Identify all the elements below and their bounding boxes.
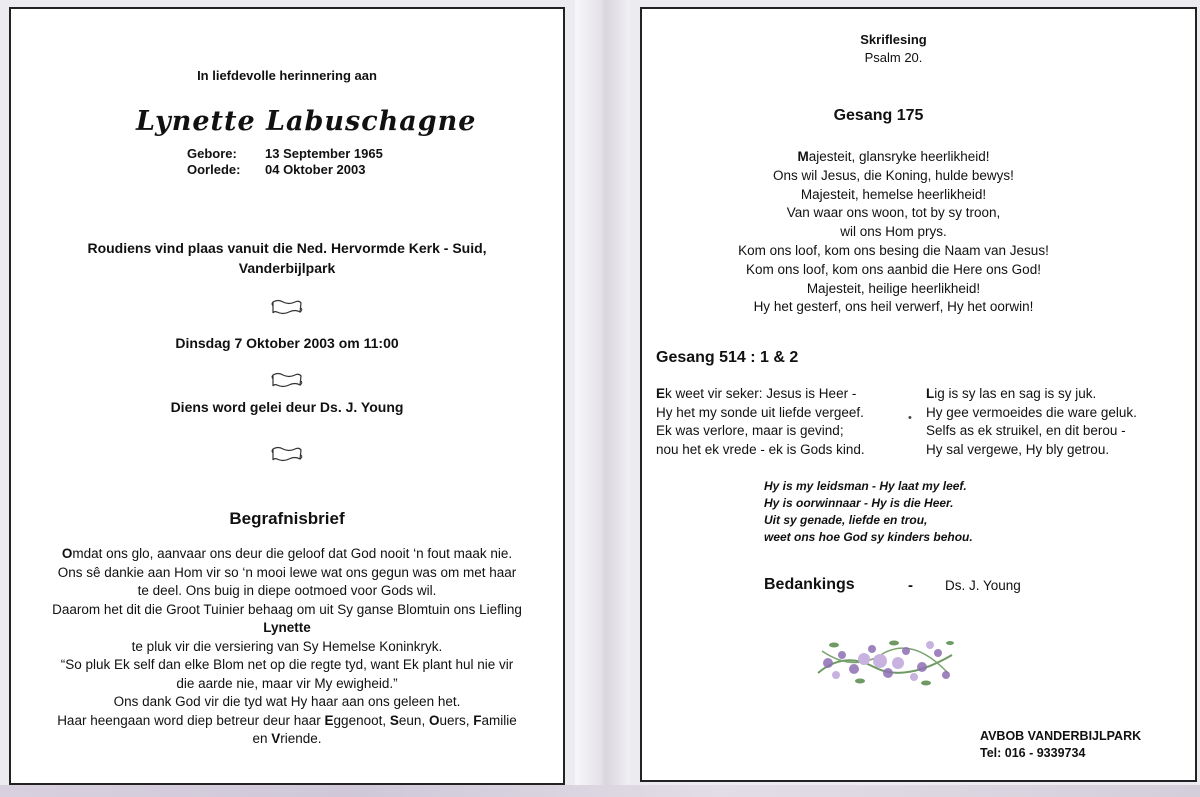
service-line-1: Roudiens vind plaas vanuit die Ned. Hervormde Kerk - Suid, bbox=[87, 240, 487, 256]
letter-line: Omdat ons glo, aanvaar ons deur die geloof dat God nooit ‘n fout maak nie. bbox=[61, 546, 513, 561]
hymn2-verse2-line: Selfs as ek struikel, en dit berou - bbox=[926, 423, 1126, 438]
hymn2-verse-1 bbox=[656, 385, 865, 459]
letter-title: Begrafnisbrief bbox=[229, 509, 345, 528]
flower-garland-icon bbox=[814, 633, 956, 696]
born-label: Gebore: bbox=[187, 146, 237, 161]
letter-line: Daarom het dit die Groot Tuinier behaag om uit Sy ganse Blomtuin ons Liefling bbox=[52, 601, 522, 617]
right-page bbox=[640, 7, 1197, 782]
letter-line: Ons dank God vir die tyd wat Hy haar aan ons geleen het. bbox=[113, 694, 461, 709]
hymn1-lyrics bbox=[642, 148, 1145, 317]
hymn1-line: Majesteit, glansryke heerlikheid! bbox=[797, 149, 990, 164]
chorus-line: weet ons hoe God sy kinders behou. bbox=[764, 530, 973, 544]
chorus-line: Hy is oorwinnaar - Hy is die Heer. bbox=[764, 496, 954, 510]
letter-body bbox=[11, 545, 563, 749]
background-edge bbox=[0, 785, 1200, 797]
chorus bbox=[764, 478, 973, 546]
scroll-ornament-icon bbox=[11, 445, 563, 463]
dates-block bbox=[187, 146, 383, 177]
hymn2-verse1-line: Hy het my sonde uit liefde vergeef. bbox=[656, 404, 864, 420]
thanks-name: Ds. J. Young bbox=[945, 578, 1021, 593]
hymn1-line: Majesteit, hemelse heerlikheid! bbox=[800, 186, 987, 202]
hymn2-verse1-line: nou het ek vrede - ek is Gods kind. bbox=[656, 441, 865, 457]
letter-line-name: Lynette bbox=[263, 620, 311, 635]
hymn2-title: Gesang 514 : 1 & 2 bbox=[656, 349, 799, 366]
died-label: Oorlede: bbox=[187, 162, 241, 177]
officiant: Diens word gelei deur Ds. J. Young bbox=[170, 399, 404, 415]
hymn2-verse2-line: Hy sal vergewe, Hy bly getrou. bbox=[926, 441, 1110, 457]
company-name: AVBOB VANDERBIJLPARK bbox=[980, 729, 1142, 743]
deceased-name: Lynette Labuschagne bbox=[136, 106, 477, 137]
company-phone: Tel: 016 - 9339734 bbox=[980, 746, 1086, 760]
hymn1-line: Ons wil Jesus, die Koning, hulde bewys! bbox=[773, 167, 1014, 183]
background-fold bbox=[575, 0, 630, 797]
letter-line: “So pluk Ek self dan elke Blom net op die regte tyd, want Ek plant hul nie vir bbox=[60, 657, 514, 672]
letter-line: Ons sê dankie aan Hom vir so ‘n mooi lewe wat ons gegun was om met haar bbox=[57, 564, 517, 580]
chorus-line: Hy is my leidsman - Hy laat my leef. bbox=[764, 479, 967, 493]
thanks-label: Bedankings bbox=[764, 576, 855, 593]
reading-reference: Psalm 20. bbox=[864, 50, 923, 65]
scroll-ornament-icon bbox=[11, 298, 563, 316]
hymn1-line: Van waar ons woon, tot by sy troon, bbox=[786, 205, 1001, 221]
born-date: 13 September 1965 bbox=[265, 146, 383, 161]
letter-line-final: en Vriende. bbox=[252, 731, 322, 746]
hymn2-verse2-line: Hy gee vermoeides die ware geluk. bbox=[926, 404, 1137, 420]
hymn1-line: Kom ons loof, kom ons besing die Naam van Jesus! bbox=[738, 242, 1049, 258]
chorus-line: Uit sy genade, liefde en trou, bbox=[764, 513, 928, 527]
left-page bbox=[9, 7, 565, 785]
hymn1-line: Hy het gesterf, ons heil verwerf, Hy het oorwin! bbox=[753, 299, 1034, 315]
reading-title: Skriflesing bbox=[860, 32, 927, 47]
hymn1-line: wil ons Hom prys. bbox=[840, 224, 947, 240]
hymn2-verse2-line: Lig is sy las en sag is sy juk. bbox=[926, 386, 1097, 401]
hymn1-title: Gesang 175 bbox=[833, 107, 924, 124]
scroll-ornament-icon bbox=[11, 371, 563, 389]
hymn1-line: Majesteit, heilige heerlikheid! bbox=[806, 280, 981, 296]
service-location bbox=[11, 238, 563, 278]
service-line-2: Vanderbijlpark bbox=[238, 260, 336, 276]
thanks-dash: - bbox=[908, 577, 913, 594]
bullet-mark: • bbox=[908, 412, 912, 424]
hymn2-verse1-line: Ek was verlore, maar is gevind; bbox=[656, 423, 844, 438]
hymn1-line: Kom ons loof, kom ons aanbid die Here ons God! bbox=[746, 261, 1041, 277]
hymn2-verse1-line: Ek weet vir seker: Jesus is Heer - bbox=[656, 386, 857, 401]
died-date: 04 Oktober 2003 bbox=[265, 162, 366, 177]
letter-line: die aarde nie, maar vir My ewigheid.” bbox=[176, 675, 398, 691]
service-datetime: Dinsdag 7 Oktober 2003 om 11:00 bbox=[175, 335, 399, 351]
hymn2-verse-2 bbox=[926, 385, 1137, 459]
letter-line: te pluk vir die versiering van Sy Hemelse Koninkryk. bbox=[131, 638, 443, 654]
letter-line-mourners: Haar heengaan word diep betreur deur haar Eggenoot, Seun, Ouers, Familie bbox=[57, 712, 517, 728]
letter-line: te deel. Ons buig in diepe ootmoed voor Gods wil. bbox=[137, 583, 437, 598]
memorial-heading: In liefdevolle herinnering aan bbox=[197, 68, 377, 83]
